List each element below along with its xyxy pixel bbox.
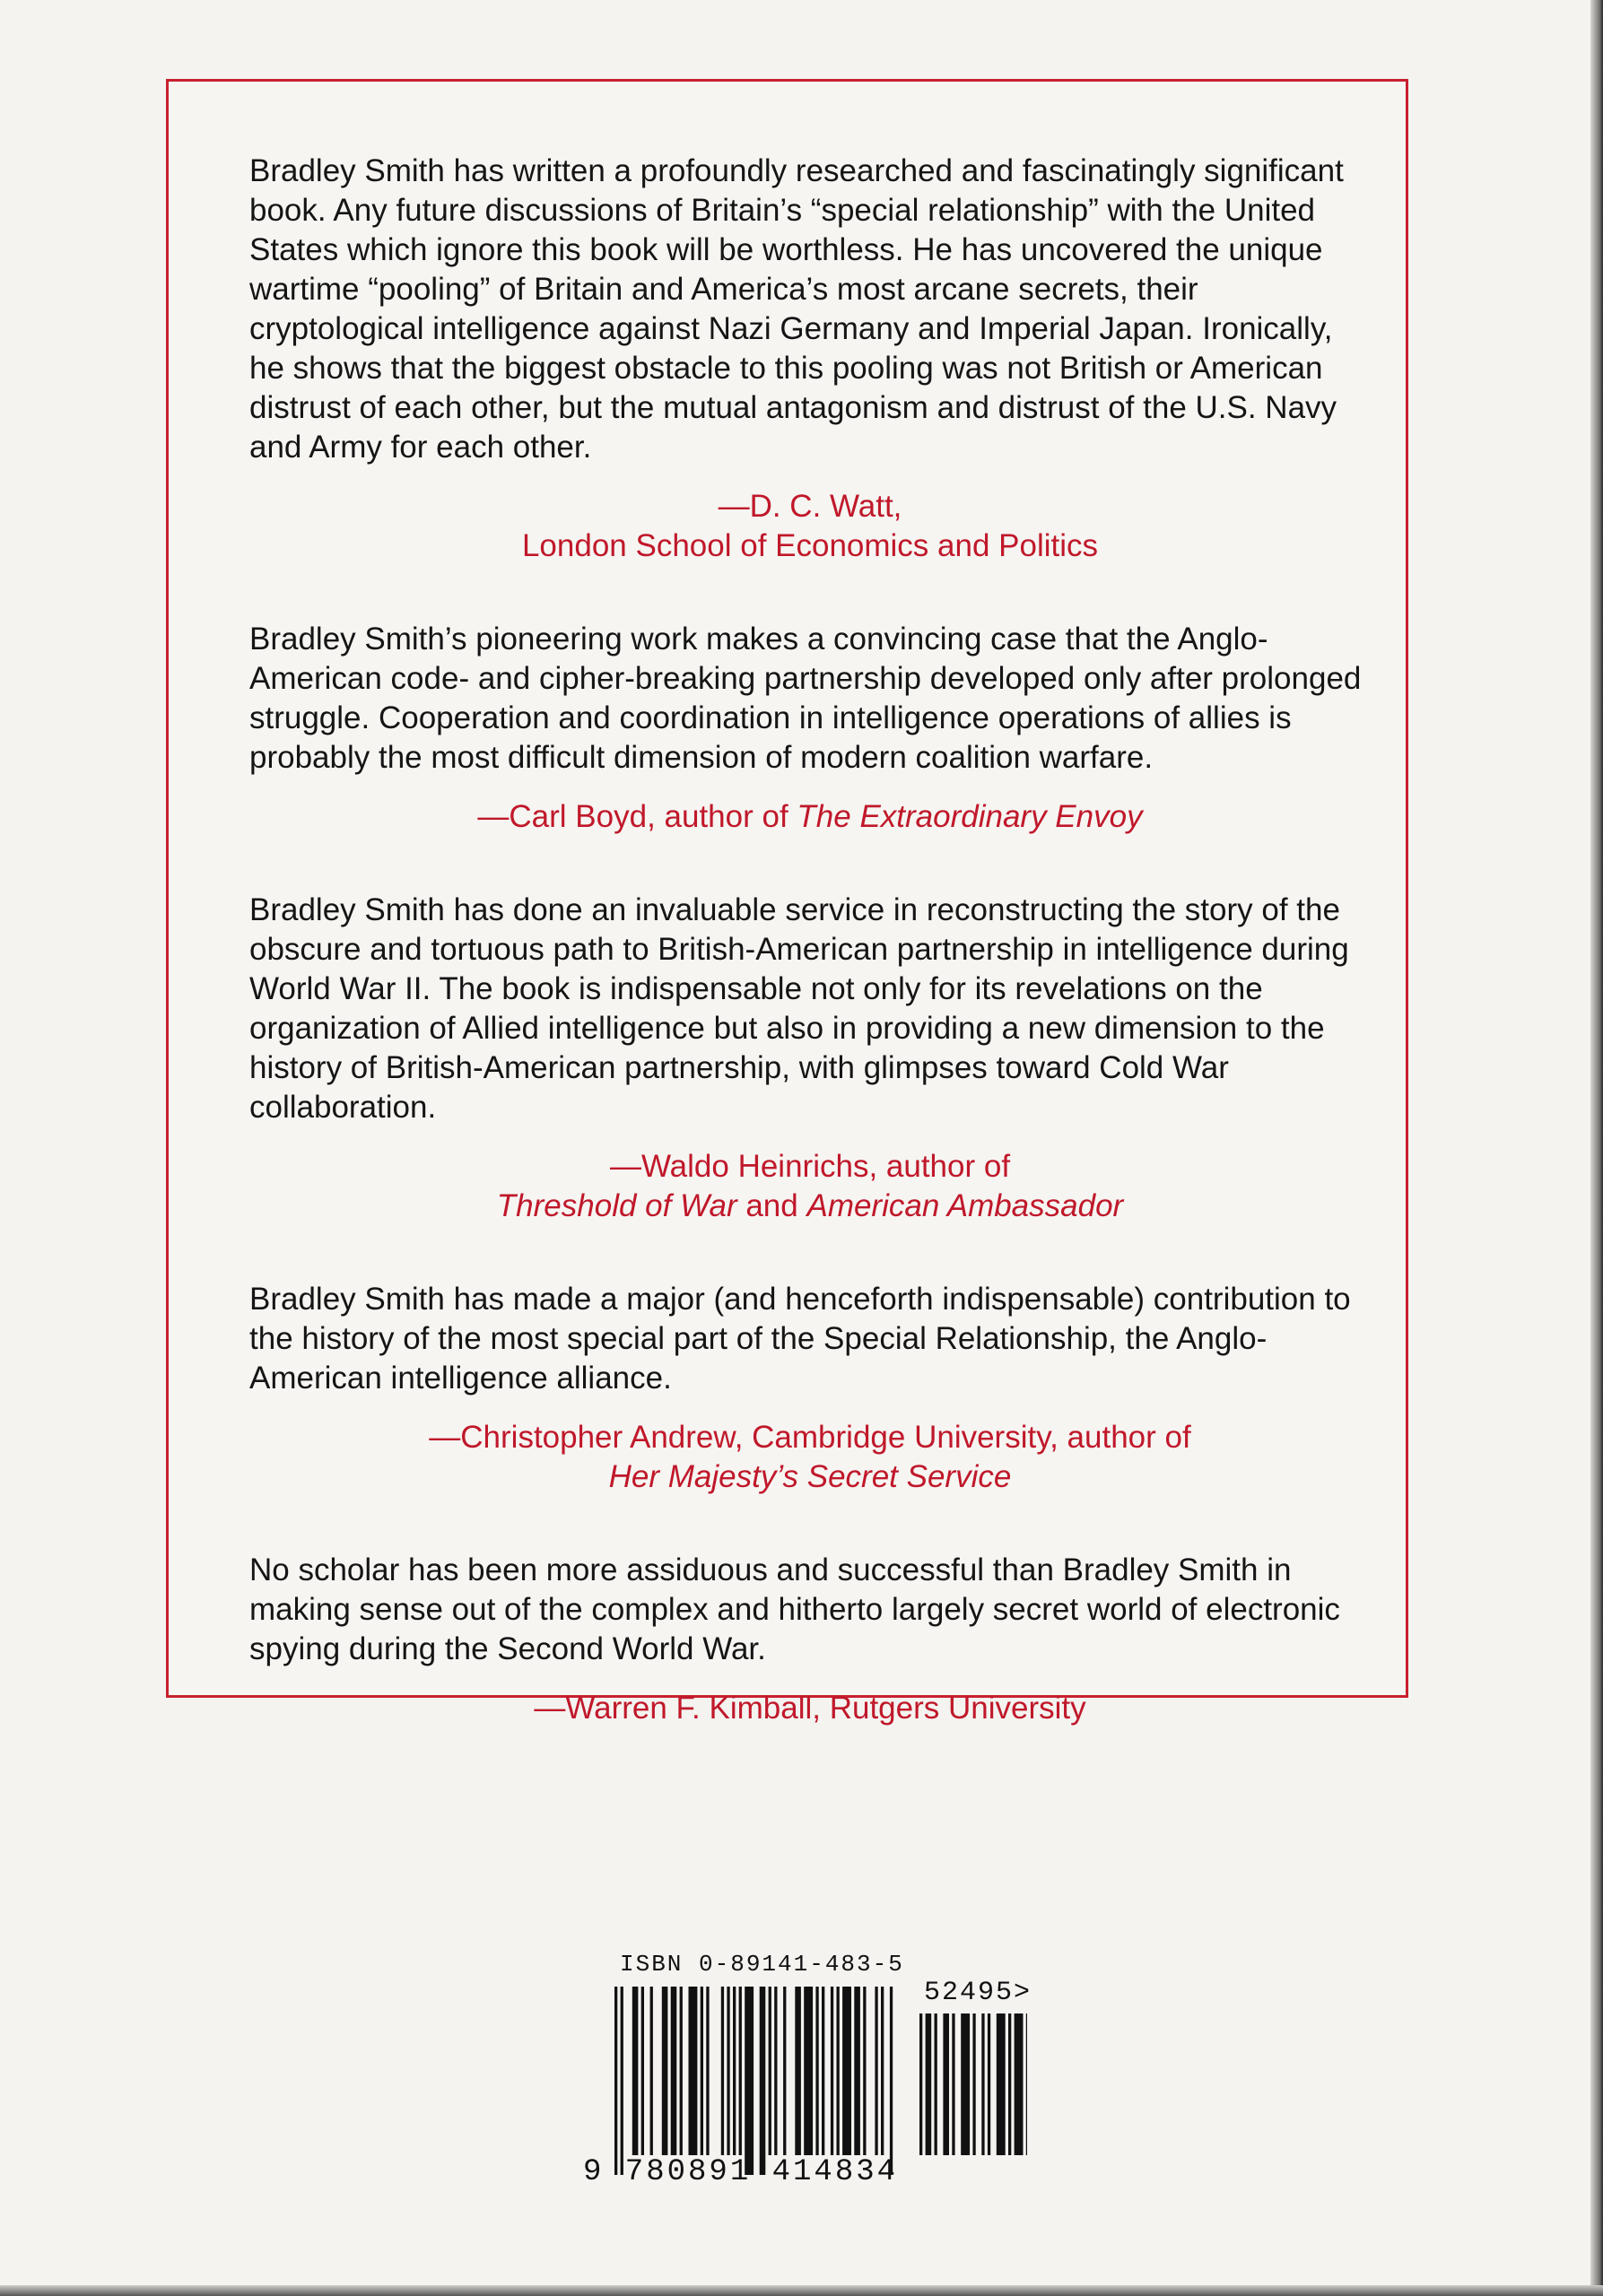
barcode-bar bbox=[774, 1987, 777, 2155]
barcode-bar bbox=[671, 1987, 677, 2155]
barcode-bar bbox=[997, 2013, 1006, 2155]
quote-3-attribution bbox=[249, 1147, 1371, 1226]
barcode-bar bbox=[1008, 2013, 1011, 2155]
barcode-bar bbox=[926, 2013, 932, 2155]
barcode-bar bbox=[935, 2013, 937, 2155]
quote-2-attribution bbox=[249, 797, 1371, 837]
barcode-bar bbox=[769, 1987, 771, 2155]
quote-1-attribution bbox=[249, 487, 1371, 566]
quote-1-affiliation: London School of Economics and Politics bbox=[521, 528, 1099, 563]
red-border-frame bbox=[166, 79, 1408, 1726]
barcode-bar bbox=[783, 1987, 786, 2155]
barcode-bar bbox=[854, 1987, 860, 2155]
quote-3-book-title-1: Threshold of War bbox=[496, 1188, 737, 1223]
barcode-bar bbox=[881, 1987, 884, 2155]
barcode-bar bbox=[650, 1987, 653, 2155]
quote-2-body: Bradley Smith’s pioneering work makes a convincing case that the Anglo-American code- and cipher-breaking partnership developed only after prolonged struggle. Cooperation and coordination in intelligence operations of allies is probably the most difficult dimension of modern coalition warfare. bbox=[249, 622, 1362, 775]
barcode-bar bbox=[822, 1987, 824, 2155]
barcode-bar bbox=[831, 1987, 833, 2155]
quote-4-attribution bbox=[249, 1418, 1371, 1497]
barcode-bar bbox=[795, 1987, 801, 2155]
barcode-bar bbox=[680, 1987, 683, 2155]
quote-2-author: —Carl Boyd, author of bbox=[477, 799, 797, 834]
ean-digits: 9 780891 414834 bbox=[583, 2155, 899, 2189]
barcode-area bbox=[583, 1951, 1117, 2197]
quote-3-and: and bbox=[736, 1188, 807, 1223]
barcode-bar bbox=[760, 1987, 766, 2175]
addon-barcode bbox=[919, 2013, 1027, 2175]
barcode-bar bbox=[745, 1987, 754, 2175]
quote-3-books-line bbox=[249, 1187, 1371, 1226]
barcode-bar bbox=[727, 1987, 729, 2155]
barcode-bar bbox=[815, 1987, 818, 2155]
quote-4-book-title: Her Majesty’s Secret Service bbox=[608, 1459, 1012, 1494]
barcode-bar bbox=[890, 1987, 893, 2175]
quote-2-book-title: The Extraordinary Envoy bbox=[797, 799, 1143, 834]
addon-digits: 52495> bbox=[924, 1978, 1032, 2008]
quote-1-body: Bradley Smith has written a profoundly researched and fascinatingly significant book. Any future discussions of Britain’s “special relationship” with the United States which ignore this book will be worthless. He has uncovered the unique wartime “pooling” of Britain and America’s most arcane secrets, their cryptological intelligence against Nazi Germany and Imperial Japan. Ironically, he shows that the biggest obstacle to this pooling was not British or American distrust of each other, but the mutual antagonism and distrust of the U.S. Navy and Army for each other. bbox=[249, 153, 1344, 465]
barcode-bar bbox=[662, 1987, 668, 2155]
barcode-bar bbox=[837, 1987, 840, 2155]
barcode-bar bbox=[804, 1987, 813, 2155]
barcode-bar bbox=[739, 1987, 742, 2155]
quote-5-attribution bbox=[249, 1689, 1371, 1728]
quote-1-author: —D. C. Watt, bbox=[718, 489, 902, 524]
quote-5-body: No scholar has been more assiduous and successful than Bradley Smith in making sense out of the complex and hitherto largely secret world of electronic spying during the Second World War. bbox=[249, 1552, 1340, 1666]
ean-barcode bbox=[614, 1987, 902, 2175]
barcode-bar bbox=[875, 1987, 877, 2155]
barcode-bar bbox=[733, 1987, 736, 2155]
quote-4-body: Bradley Smith has made a major (and henceforth indispensable) contribution to the history of the most special part of the Special Relationship, the Anglo-American intelligence alliance. bbox=[249, 1282, 1351, 1396]
barcode-bar bbox=[972, 2013, 975, 2155]
barcode-bar bbox=[706, 1987, 709, 2155]
barcode-bar bbox=[919, 2013, 922, 2155]
isbn-label: ISBN 0-89141-483-5 bbox=[620, 1951, 904, 1978]
quote-3-author: —Waldo Heinrichs, author of bbox=[609, 1149, 1011, 1184]
barcode-bar bbox=[614, 1987, 617, 2175]
barcode-bar bbox=[1015, 2013, 1024, 2155]
page-edge-right bbox=[1590, 0, 1603, 2296]
barcode-bar bbox=[952, 2013, 954, 2155]
barcode-bar bbox=[943, 2013, 949, 2155]
barcode-bar bbox=[641, 1987, 644, 2155]
quotes-list bbox=[249, 152, 1371, 1782]
barcode-bar bbox=[988, 2013, 990, 2155]
barcode-bar bbox=[961, 2013, 970, 2155]
barcode-bar bbox=[1026, 2013, 1027, 2155]
barcode-bar bbox=[689, 1987, 698, 2155]
page-edge-bottom bbox=[0, 2285, 1603, 2296]
barcode-bar bbox=[863, 1987, 866, 2155]
barcode-bar bbox=[842, 1987, 851, 2155]
barcode-bar bbox=[632, 1987, 639, 2155]
barcode-bar bbox=[721, 1987, 724, 2155]
barcode-bar bbox=[981, 2013, 984, 2155]
quote-3-book-title-2: American Ambassador bbox=[806, 1188, 1124, 1223]
quote-3-body: Bradley Smith has done an invaluable service in reconstructing the story of the obscure and tortuous path to British-American partnership in intelligence during World War II. The book is indispensable not only for its revelations on the organization of Allied intelligence but also in providing a new dimension to the history of British-American partnership, with glimpses toward Cold War collaboration. bbox=[249, 892, 1349, 1125]
barcode-bar bbox=[621, 1987, 623, 2175]
quote-2-author-line bbox=[249, 797, 1371, 837]
quote-5-author: —Warren F. Kimball, Rutgers University bbox=[534, 1691, 1086, 1726]
barcode-bar bbox=[701, 1987, 703, 2155]
quote-4-author: —Christopher Andrew, Cambridge University, author of bbox=[429, 1420, 1191, 1455]
